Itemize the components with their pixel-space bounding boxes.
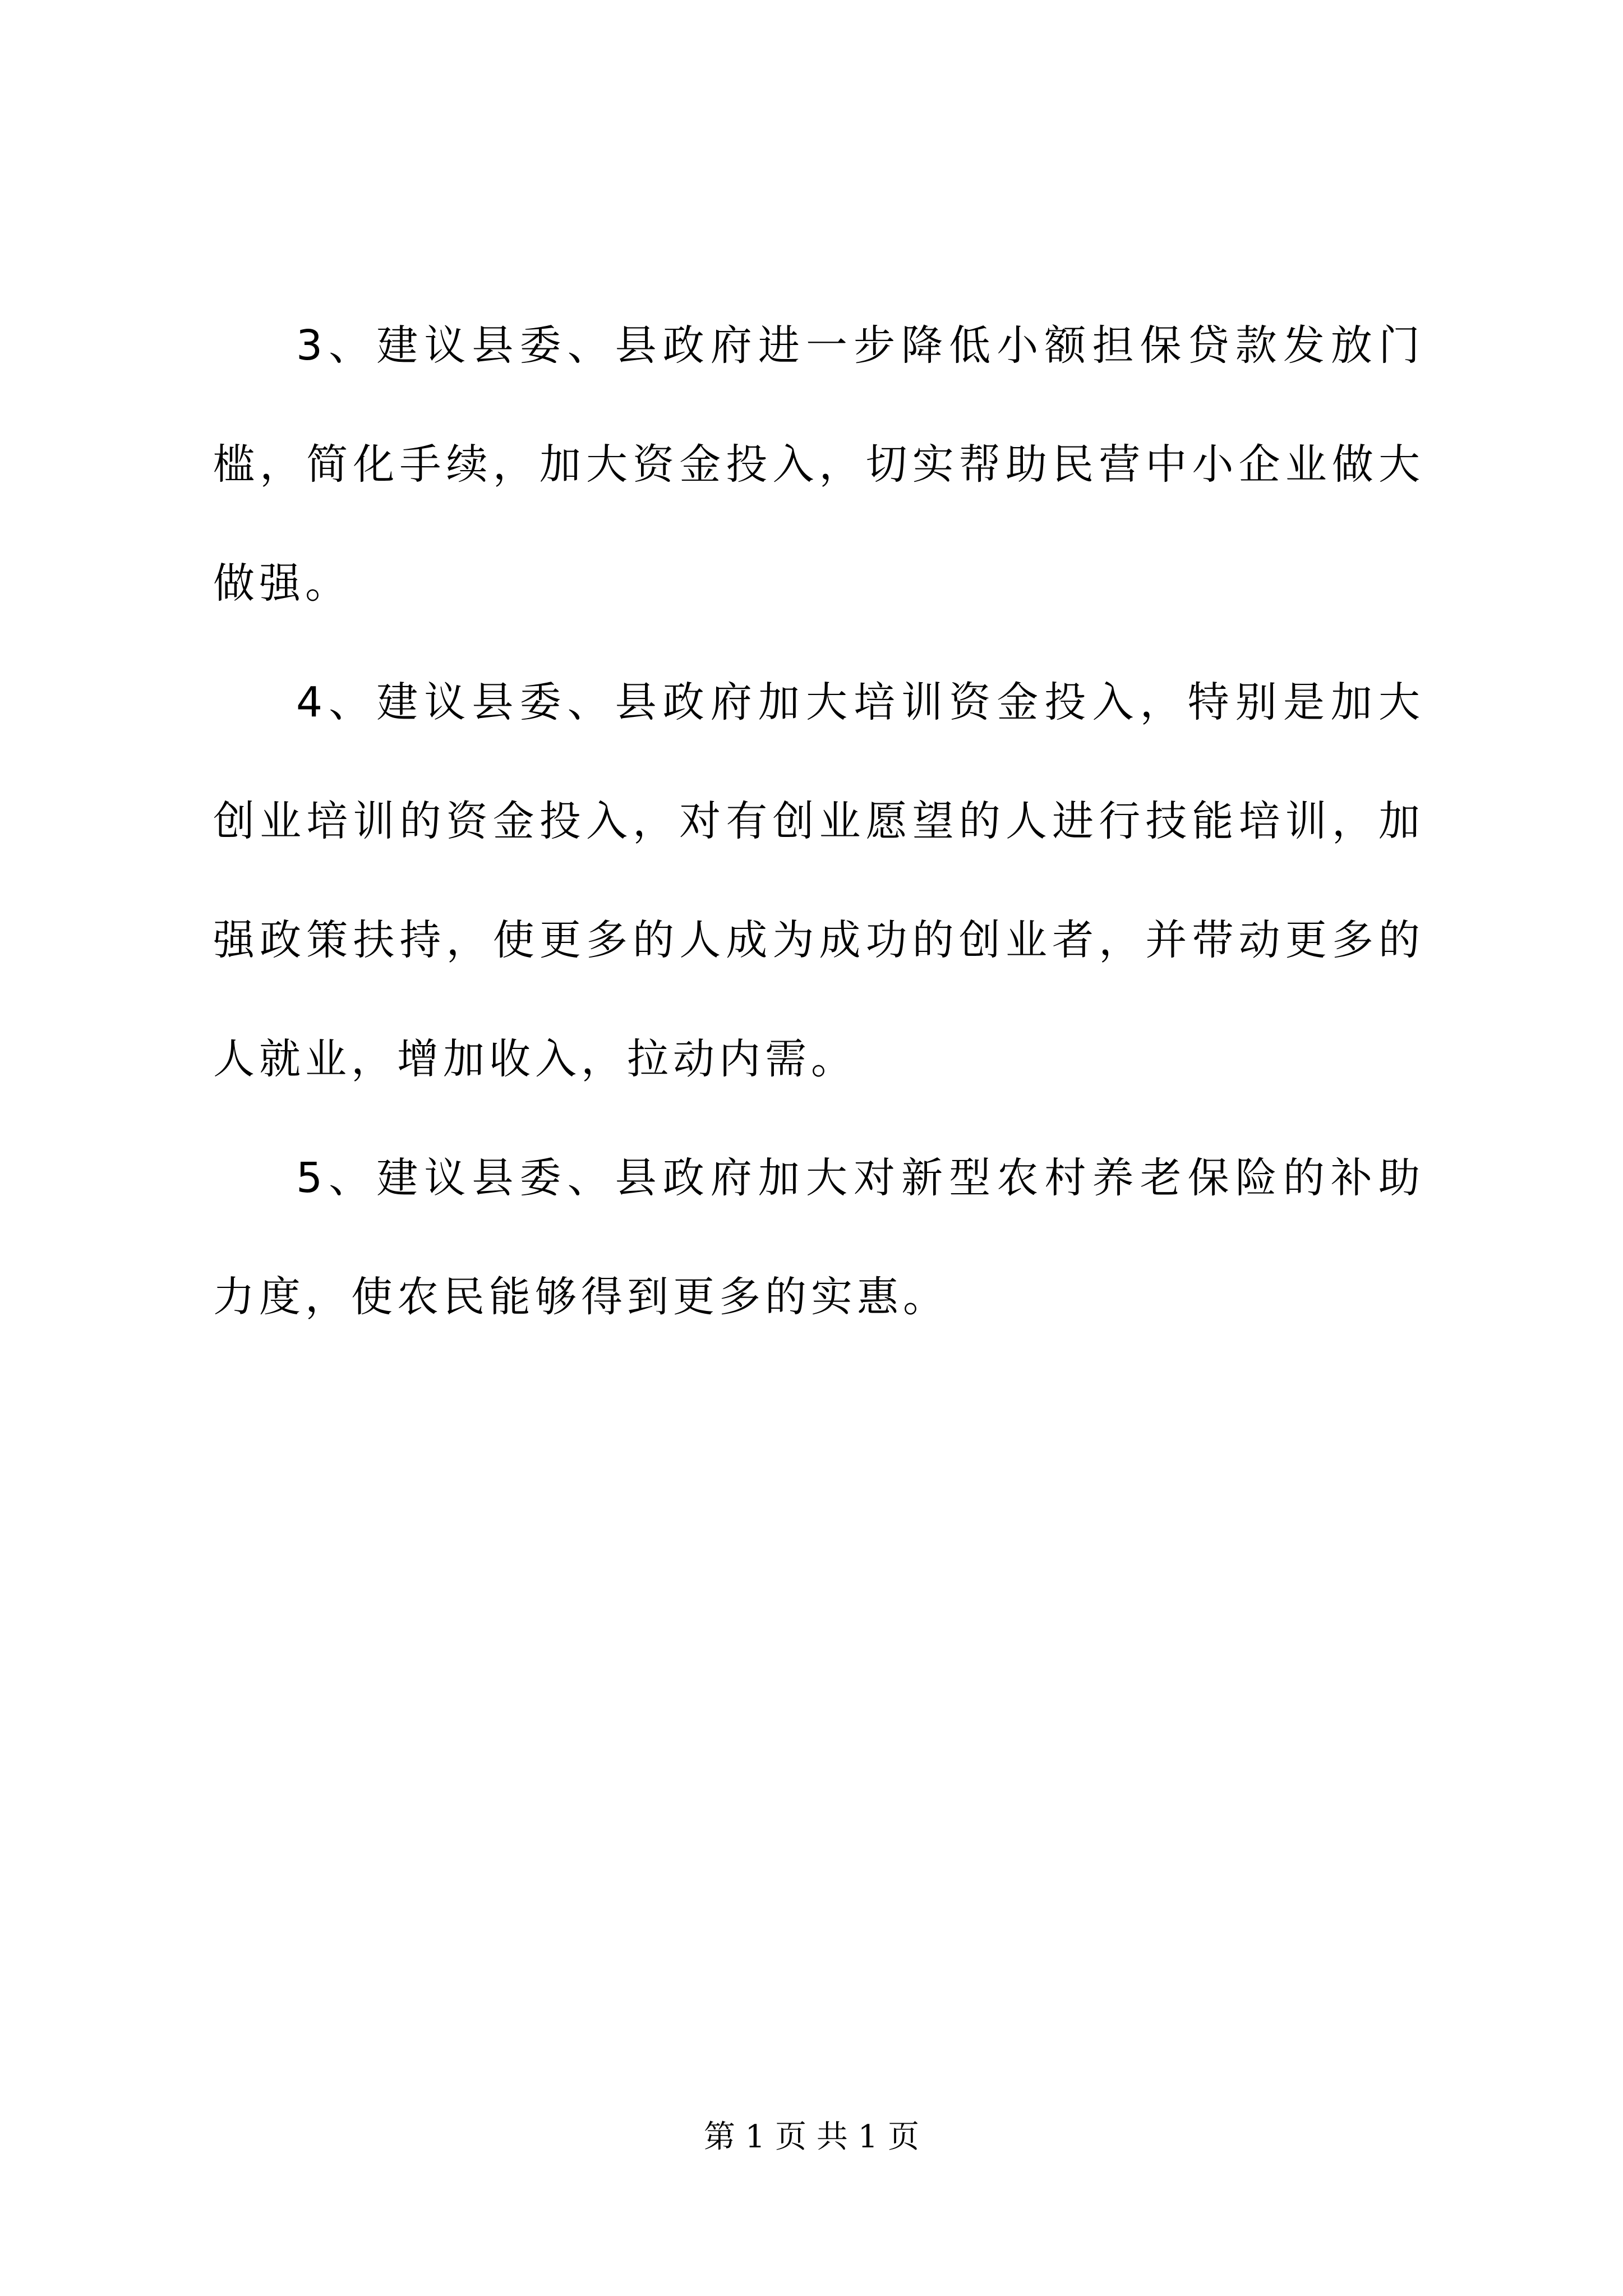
- paragraph-5: 5、建议县委、县政府加大对新型农村养老保险的补助力度，使农民能够得到更多的实惠。: [213, 1154, 1424, 1321]
- paragraph-4: 4、建议县委、县政府加大培训资金投入，特别是加大创业培训的资金投入，对有创业愿望的人进行技能培训，加强政策扶持，使更多的人成为成功的创业者，并带动更多的人就业，增加收入，拉动内需。: [213, 678, 1424, 1083]
- paragraph-3: 3、建议县委、县政府进一步降低小额担保贷款发放门槛，简化手续，加大资金投入，切实帮助民营中小企业做大做强。: [213, 321, 1424, 608]
- document-body: [213, 286, 1424, 1356]
- page-footer: 第 1 页 共 1 页: [703, 2119, 920, 2155]
